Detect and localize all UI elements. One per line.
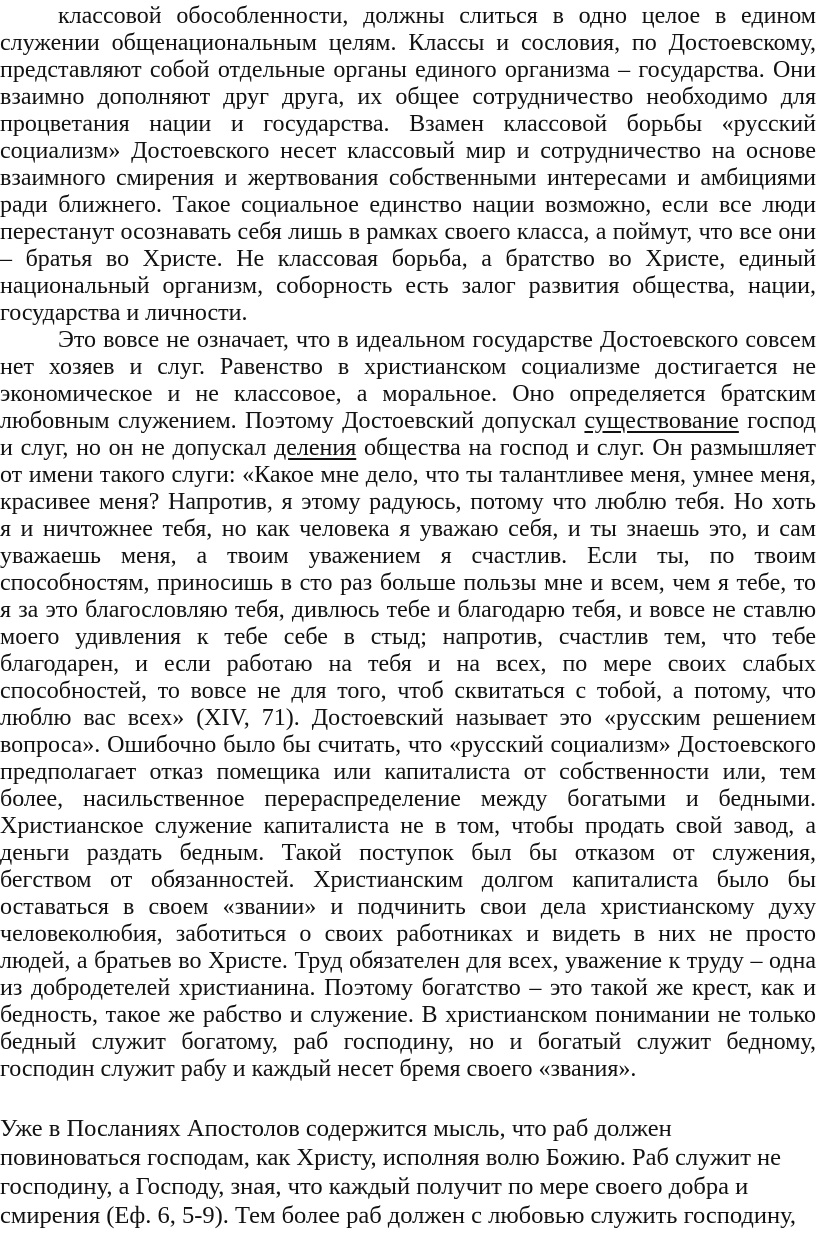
text-line: способностей, то вовсе не для того, чтоб сквитаться с тобой, а потому, что [0,678,816,704]
text-line: способностям, приносишь в сто раз больше пользы мне и всем, чем я тебе, то [0,570,816,596]
text-line: бегством от обязанностей. Христианским долгом капиталиста было бы [0,867,816,893]
text-line: бедность, такое же рабство и служение. В христианском понимании не только [0,1002,816,1028]
text-line: процветания нации и государства. Взамен классовой борьбы «русский [0,111,816,137]
text-segment: господ [738,408,816,434]
text-line: вопроса». Ошибочно было бы считать, что «русский социализм» Достоевского [0,732,816,758]
text-line: национальный организм, соборность есть залог развития общества, нации, [0,273,816,299]
text-line: классовой обособленности, должны слиться в одно целое в едином [58,3,816,29]
text-line: человеколюбия, заботиться о своих работниках и видеть в них не просто [0,921,816,947]
paragraph-1 [0,3,816,327]
text-line: я и ничтожнее тебя, но как человека я уважаю себя, и ты знаешь это, и сам [0,516,816,542]
text-line: красивее меня? Напротив, я этому радуюсь, потому что люблю тебя. Но хоть [0,489,816,515]
text-segment: общества на господ и слуг. Он размышляет [356,435,816,461]
text-line: уважаешь меня, а твоим уважением я счастлив. Если ты, по твоим [0,543,816,569]
text-line: смирения (Еф. 6, 5-9). Тем более раб должен с любовью служить господину, [0,1202,797,1229]
text-line: нет хозяев и слуг. Равенство в христианском социализме достигается не [0,354,816,380]
text-line: перестанут осознавать себя лишь в рамках своего класса, а поймут, что все они [0,219,816,245]
underlined-word: деления [274,435,357,461]
text-line: экономическое и не классовое, а моральное. Оно определяется братским [0,381,816,407]
text-line: из добродетелей христианина. Поэтому богатство – это такой же крест, как и [0,975,816,1001]
text-line: взаимно дополняют друг друга, их общее сотрудничество необходимо для [0,84,816,110]
text-line: служении общенациональным целям. Классы и сословия, по Достоевскому, [0,30,816,56]
text-line [0,408,816,435]
text-line: Уже в Посланиях Апостолов содержится мысль, что раб должен [0,1115,672,1142]
text-line: Это вовсе не означает, что в идеальном государстве Достоевского совсем [58,327,816,353]
underlined-word: существование [584,408,739,434]
text-line: господин служит рабу и каждый несет бремя своего «звания». [0,1056,637,1082]
text-line: ради ближнего. Такое социальное единство нации возможно, если все люди [0,192,816,218]
text-line: благодарен, и если работаю на тебя и на всех, по мере своих слабых [0,651,816,677]
text-segment: любовным служением. Поэтому Достоевский допускал [0,408,585,434]
text-line: повиноваться господам, как Христу, исполняя волю Божию. Раб служит не [0,1144,782,1171]
text-line: бедный служит богатому, раб господину, но и богатый служит бедному, [0,1029,816,1055]
paragraph-2 [0,327,816,1083]
text-line: оставаться в своем «звании» и подчинить свои дела христианскому духу [0,894,816,920]
text-line: – братья во Христе. Не классовая борьба, а братство во Христе, единый [0,246,816,272]
text-line: от имени такого слуги: «Какое мне дело, что ты талантливее меня, умнее меня, [0,462,816,488]
text-segment: и слуг, но он не допускал [0,435,275,461]
paragraph-3 [0,1114,816,1230]
text-line [0,435,816,462]
text-line: Христианское служение капиталиста не в том, чтобы продать свой завод, а [0,813,816,839]
text-line: господину, а Господу, зная, что каждый получит по мере своего добра и [0,1173,749,1200]
text-line: государства и личности. [0,300,248,326]
text-line: я за это благословляю тебя, дивлюсь тебе и благодарю тебя, и вовсе не ставлю [0,597,816,623]
text-line: людей, а братьев во Христе. Труд обязателен для всех, уважение к труду – одна [0,948,816,974]
text-line: взаимного смирения и жертвования собственными интересами и амбициями [0,165,816,191]
text-line: предполагает отказ помещика или капиталиста от собственности или, тем [0,759,816,785]
text-line: представляют собой отдельные органы единого организма – государства. Они [0,57,816,83]
text-line: деньги раздать бедным. Такой поступок был бы отказом от служения, [0,840,816,866]
text-line: социализм» Достоевского несет классовый мир и сотрудничество на основе [0,138,816,164]
text-line: более, насильственное перераспределение между богатыми и бедными. [0,786,816,812]
text-line: моего удивления к тебе себе в стыд; напротив, счастлив тем, что тебе [0,624,816,650]
text-line: люблю вас всех» (XIV, 71). Достоевский называет это «русским решением [0,705,816,731]
